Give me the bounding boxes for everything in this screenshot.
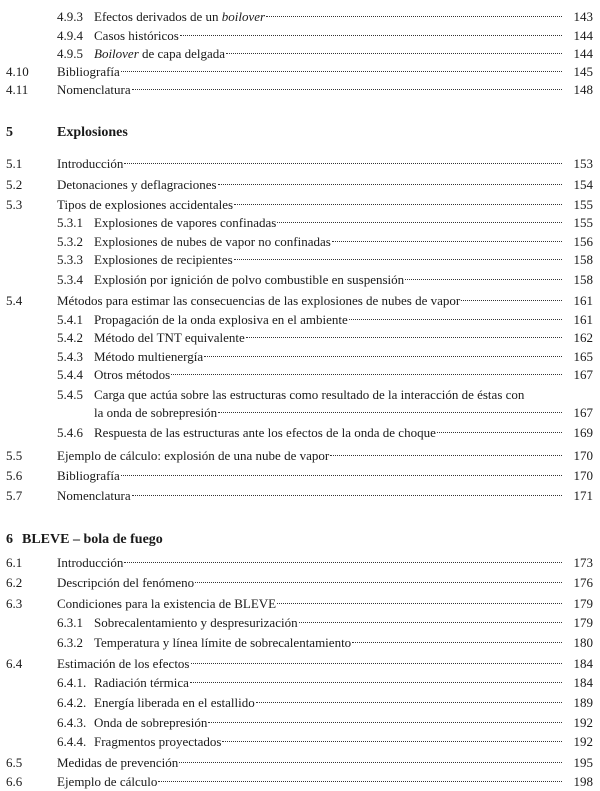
toc-entry-number: 6.4.4. [57,734,87,749]
toc-entry-title: Introducción [57,156,124,171]
toc-entry-number: 5.1 [6,156,23,171]
toc-entry-page: 179 [573,596,593,611]
toc-entry-title: Método multienergía [94,349,204,364]
toc-entry-page: 148 [573,82,593,97]
toc-entry [0,554,600,572]
toc-entry [0,251,600,269]
toc-entry-page: 167 [573,367,593,382]
toc-entry-page: 155 [573,215,593,230]
toc-entry-title: Introducción [57,555,124,570]
toc-entry-title: Carga que actúa sobre las estructuras como resultado de la interacción de éstas con [94,387,525,402]
toc-entry-page: 156 [573,234,593,249]
toc-entry [0,595,600,613]
chapter-number: 5 [6,125,13,140]
toc-entry [0,311,600,329]
toc-entry-title: Bibliografía [57,468,120,483]
toc-entry-number: 6.5 [6,755,23,770]
toc-entry-title: Explosiones de vapores confinadas [94,215,277,230]
toc-entry-number: 5.4 [6,293,23,308]
toc-entry [0,386,600,404]
toc-entry-page: 170 [573,468,593,483]
chapter-number: 6 [6,532,13,547]
toc-entry-page: 198 [573,774,593,789]
toc-entry-page: 192 [573,734,593,749]
toc-entry-title: Explosión por ignición de polvo combustible en suspensión [94,272,405,287]
toc-entry-title: Método del TNT equivalente [94,330,245,345]
toc-entry-page: 173 [573,555,593,570]
toc-entry-page: 184 [573,675,593,690]
toc-entry [0,27,600,45]
toc-entry-number: 5.3.3 [57,252,83,267]
toc-entry-page: 167 [573,405,593,420]
toc-entry [0,348,600,366]
toc-entry-number: 5.3 [6,197,23,212]
toc-entry-number: 5.4.4 [57,367,83,382]
toc-entry-number: 4.9.5 [57,46,83,61]
toc-entry-title: Casos históricos [94,28,179,43]
toc-entry-number: 4.11 [6,82,29,97]
toc-entry [0,63,600,81]
toc-entry-number: 6.6 [6,774,23,789]
toc-entry-number: 5.4.3 [57,349,83,364]
toc-entry-page: 158 [573,272,593,287]
toc-entry-title: Nomenclatura [57,82,131,97]
toc-entry [0,196,600,214]
toc-entry-page: 176 [573,575,593,590]
toc-entry-page: 179 [573,615,593,630]
toc-entry-page: 192 [573,715,593,730]
toc-entry [0,155,600,173]
toc-entry-title: Energía liberada en el estallido [94,695,255,710]
toc-entry-title: Radiación térmica [94,675,189,690]
toc-entry-number: 6.4.2. [57,695,87,710]
toc-entry-number: 5.3.4 [57,272,83,287]
toc-entry [0,733,600,751]
toc-entry-title: Efectos derivados de un boilover [94,9,266,24]
toc-entry-title: Onda de sobrepresión [94,715,208,730]
toc-entry-title: Estimación de los efectos [57,656,190,671]
toc-entry [0,634,600,652]
toc-entry [0,467,600,485]
toc-entry-number: 5.4.1 [57,312,83,327]
toc-entry-number: 6.4.1. [57,675,87,690]
toc-entry-title: Condiciones para la existencia de BLEVE [57,596,277,611]
toc-entry-page: 154 [573,177,593,192]
toc-entry-number: 5.4.5 [57,387,83,402]
toc-entry-number: 5.7 [6,488,23,503]
toc-entry-title: Nomenclatura [57,488,131,503]
toc-entry-title: Otros métodos [94,367,171,382]
toc-entry-title: Explosiones de recipientes [94,252,233,267]
toc-entry-title: Fragmentos proyectados [94,734,222,749]
toc-entry [0,81,600,99]
toc-entry-title: Sobrecalentamiento y despresurización [94,615,298,630]
toc-entry-number: 5.3.1 [57,215,83,230]
toc-entry-page: 162 [573,330,593,345]
toc-entry [0,424,600,442]
toc-entry-number: 5.4.2 [57,330,83,345]
toc-entry-title: Ejemplo de cálculo [57,774,158,789]
toc-entry-page: 180 [573,635,593,650]
toc-entry-page: 165 [573,349,593,364]
toc-entry-page: 158 [573,252,593,267]
toc-entry-title: Métodos para estimar las consecuencias de las explosiones de nubes de vapor [57,293,461,308]
toc-entry [0,773,600,791]
toc-entry-page: 144 [573,28,593,43]
toc-entry-page: 161 [573,312,593,327]
toc-entry-title: Propagación de la onda explosiva en el ambiente [94,312,348,327]
chapter-title: Explosiones [57,125,128,140]
toc-entry-page: 145 [573,64,593,79]
toc-entry [0,214,600,232]
toc-entry [0,8,600,26]
toc-entry-page: 170 [573,448,593,463]
toc-entry [0,271,600,289]
toc-entry-title: Tipos de explosiones accidentales [57,197,234,212]
toc-entry [0,366,600,384]
toc-entry-number: 6.3.1 [57,615,83,630]
toc-entry-number: 5.6 [6,468,23,483]
toc-entry-number: 4.9.3 [57,9,83,24]
toc-entry-page: 189 [573,695,593,710]
toc-entry-title: Bibliografía [57,64,120,79]
toc-entry [0,329,600,347]
toc-entry-title: la onda de sobrepresión [94,405,218,420]
toc-entry-title: Medidas de prevención [57,755,179,770]
toc-entry-title: Descripción del fenómeno [57,575,195,590]
toc-entry-number: 5.5 [6,448,23,463]
toc-entry-page: 171 [573,488,593,503]
toc-entry-title: Respuesta de las estructuras ante los efectos de la onda de choque [94,425,436,440]
toc-entry-number: 6.4.3. [57,715,87,730]
toc-entry-number: 6.1 [6,555,23,570]
toc-entry [0,754,600,772]
toc-entry-number: 6.3.2 [57,635,83,650]
toc-entry [0,45,600,63]
toc-entry-page: 144 [573,46,593,61]
toc-entry [0,487,600,505]
toc-entry-number: 6.2 [6,575,23,590]
toc-entry [0,233,600,251]
toc-entry-page: 161 [573,293,593,308]
toc-entry [0,447,600,465]
toc-entry-title: Detonaciones y deflagraciones [57,177,217,192]
chapter-title: BLEVE – bola de fuego [22,532,163,547]
toc-entry-number: 5.2 [6,177,23,192]
toc-entry [0,614,600,632]
toc-entry [0,655,600,673]
toc-entry-title: Boilover de capa delgada [94,46,226,61]
toc-entry [0,574,600,592]
toc-entry-page: 143 [573,9,593,24]
toc-entry [0,292,600,310]
toc-entry-page: 155 [573,197,593,212]
toc-entry [0,176,600,194]
toc-entry-number: 6.4 [6,656,23,671]
toc-entry [0,404,600,422]
toc-entry-page: 153 [573,156,593,171]
toc-entry-title: Explosiones de nubes de vapor no confinadas [94,234,331,249]
toc-entry [0,694,600,712]
toc-entry-page: 184 [573,656,593,671]
toc-entry-number: 6.3 [6,596,23,611]
toc-entry-number: 5.4.6 [57,425,83,440]
toc-entry-page: 169 [573,425,593,440]
toc-entry [0,714,600,732]
toc-entry-title: Ejemplo de cálculo: explosión de una nube de vapor [57,448,330,463]
toc-entry [0,674,600,692]
toc-entry-number: 4.9.4 [57,28,83,43]
toc-entry-title: Temperatura y línea límite de sobrecalentamiento [94,635,352,650]
toc-entry-number: 4.10 [6,64,29,79]
toc-entry-page: 195 [573,755,593,770]
toc-entry-number: 5.3.2 [57,234,83,249]
